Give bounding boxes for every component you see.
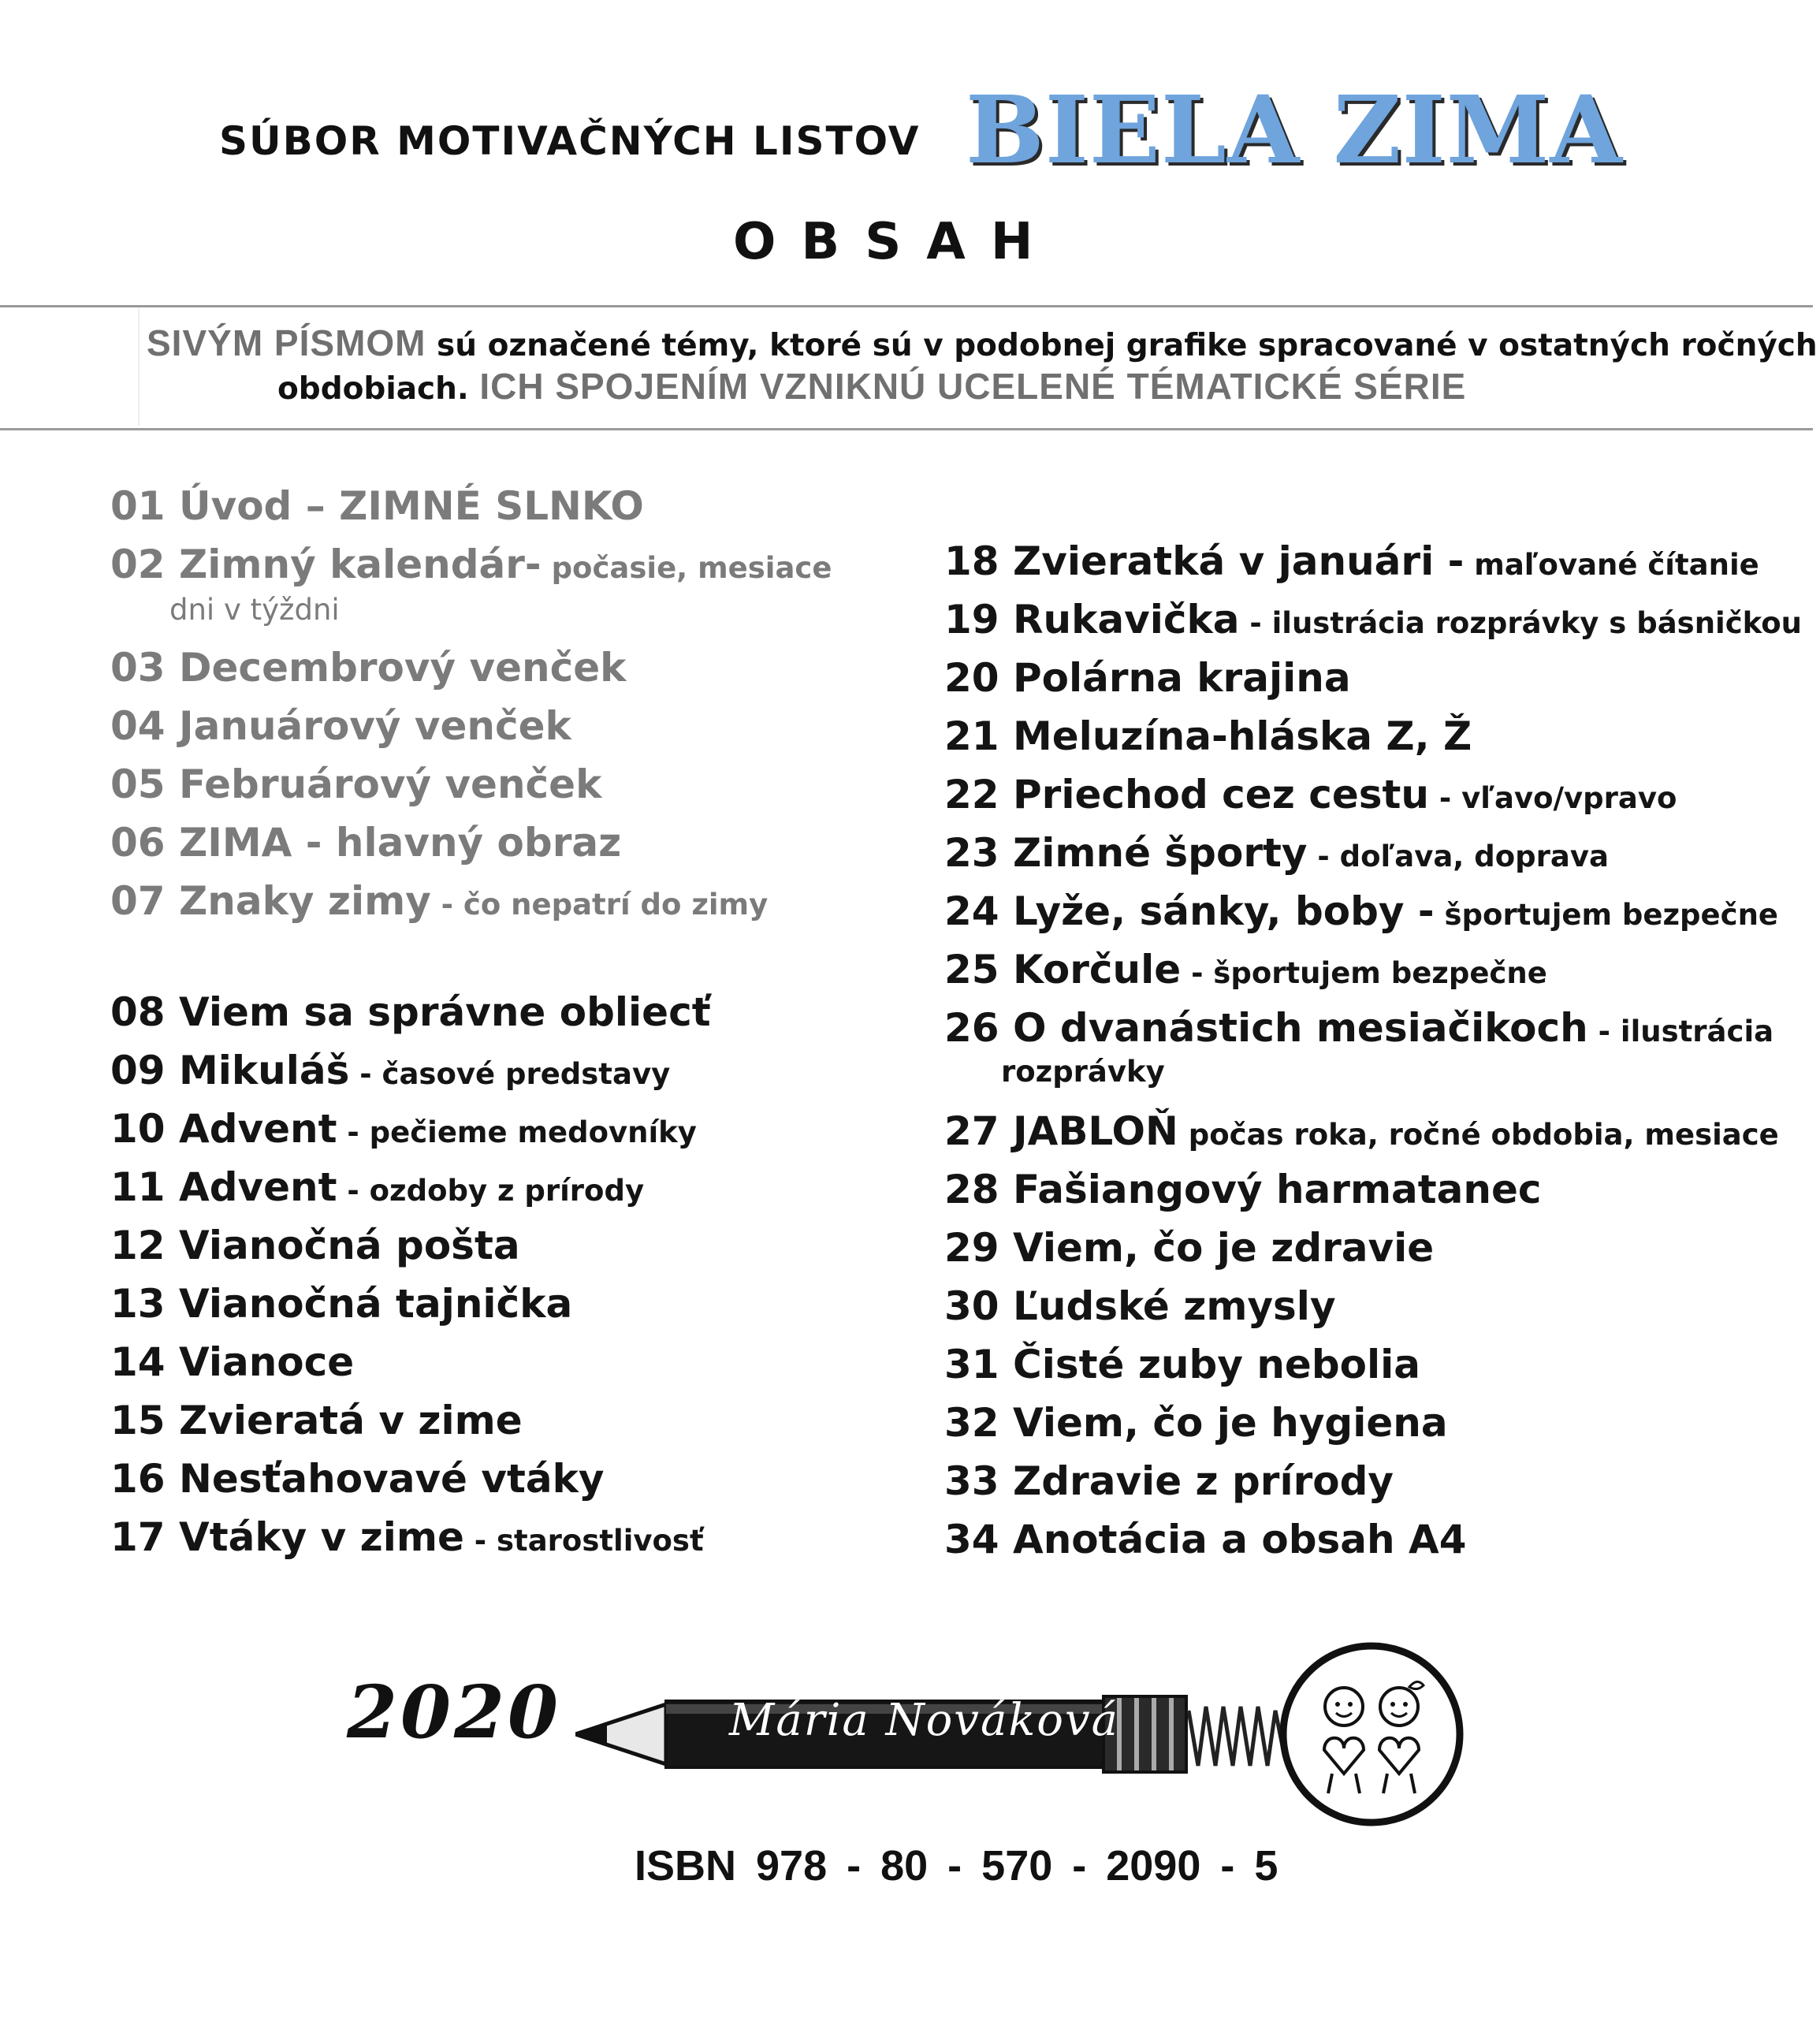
item-subtitle: - ilustrácia (1587, 1015, 1774, 1048)
item-title: Lyže, sánky, boby - (1013, 888, 1435, 934)
contents-item-04 (110, 702, 571, 750)
item-number: 29 (944, 1225, 999, 1271)
item-number: 11 (110, 1164, 166, 1210)
note-line-1 (147, 322, 1818, 364)
item-title: Vianočná tajnička (179, 1281, 573, 1327)
contents-item-33 (944, 1458, 1394, 1505)
contents-item-02 (110, 541, 832, 592)
item-subtitle: - ozdoby z prírody (337, 1174, 645, 1208)
item-subtitle: športujem bezpečne (1434, 898, 1778, 932)
contents-item-31 (944, 1341, 1420, 1388)
item-subtitle: počas roka, ročné obdobia, mesiace (1178, 1118, 1779, 1152)
item-title: Meluzína-hláska Z, Ž (1013, 713, 1472, 759)
contents-item-22 (944, 771, 1677, 822)
item-title: Viem, čo je hygiena (1013, 1400, 1448, 1446)
item-number: 17 (110, 1514, 166, 1560)
note-text-1: sú označené témy, ktoré sú v podobnej grafike spracované v ostatných ročných (426, 328, 1818, 363)
item-number: 27 (944, 1108, 999, 1154)
note-box-edge (138, 307, 140, 426)
item-title: Ľudské zmysly (1013, 1283, 1336, 1329)
item-title: Advent (179, 1106, 337, 1152)
item-number: 13 (110, 1281, 166, 1327)
contents-item-10 (110, 1105, 697, 1156)
item-title: Vtáky v zime (179, 1514, 464, 1560)
contents-item-07 (110, 877, 768, 929)
divider-top (0, 305, 1813, 307)
item-title: Rukavička (1013, 597, 1240, 642)
item-number: 15 (110, 1398, 166, 1443)
note-text-2: obdobiach. (277, 371, 480, 407)
contents-item-03 (110, 644, 626, 691)
item-number: 01 (110, 483, 166, 529)
contents-item-20 (944, 654, 1351, 702)
contents-item-16 (110, 1455, 604, 1502)
item-subtitle: maľované čítanie (1464, 548, 1759, 582)
item-title: Zimné športy (1013, 830, 1308, 876)
item-subtitle: - doľava, doprava (1307, 840, 1609, 873)
item-title: Zvieratká v januári - (1013, 538, 1465, 584)
note-gray-tail: ICH SPOJENÍM VZNIKNÚ UCELENÉ TÉMATICKÉ SÉRIE (479, 366, 1467, 407)
contents-item-05 (110, 761, 601, 808)
page-heading: OBSAH (733, 213, 1059, 271)
note-line-2 (277, 365, 1466, 408)
item-number: 21 (944, 713, 999, 759)
item-number: 19 (944, 597, 999, 642)
contents-item-19 (944, 596, 1802, 647)
item-number: 33 (944, 1458, 999, 1504)
item-number: 32 (944, 1400, 999, 1446)
item-number: 12 (110, 1223, 166, 1268)
item-number: 34 (944, 1517, 999, 1562)
item-title: Vianoce (179, 1339, 355, 1385)
item-subtitle: - pečieme medovníky (337, 1115, 697, 1149)
item-title: Advent (179, 1164, 337, 1210)
contents-item-12 (110, 1222, 520, 1269)
item-number: 14 (110, 1339, 166, 1385)
contents-item-28 (944, 1166, 1542, 1213)
note-gray-lead: SIVÝM PÍSMOM (147, 322, 426, 363)
item-title: Decembrový venček (179, 645, 627, 691)
item-title: Čisté zuby nebolia (1013, 1342, 1420, 1387)
item-number: 08 (110, 989, 166, 1035)
item-number: 16 (110, 1456, 166, 1502)
contents-item-15 (110, 1397, 523, 1444)
item-number: 03 (110, 645, 166, 691)
item-title: Februárový venček (179, 761, 602, 807)
item-title: Mikuláš (179, 1048, 350, 1093)
item-number: 06 (110, 820, 166, 866)
year: 2020 (347, 1670, 562, 1755)
isbn: ISBN 978 - 80 - 570 - 2090 - 5 (635, 1842, 1278, 1890)
item-number: 22 (944, 772, 999, 817)
item-title: ZIMA - hlavný obraz (179, 820, 622, 866)
item-title: Viem, čo je zdravie (1013, 1225, 1435, 1271)
item-title: Viem sa správne obliecť (179, 989, 711, 1035)
contents-item-18 (944, 538, 1759, 589)
item-number: 26 (944, 1005, 999, 1051)
item-title: Zdravie z prírody (1013, 1458, 1394, 1504)
item-title: Zvieratá v zime (179, 1398, 523, 1443)
item-subtitle: - vľavo/vpravo (1429, 781, 1677, 815)
item-number: 18 (944, 538, 999, 584)
item-subtitle: počasie, mesiace (541, 551, 832, 585)
contents-item-25 (944, 946, 1547, 997)
item-subtitle: - športujem bezpečne (1181, 956, 1547, 990)
contents-item-14 (110, 1339, 354, 1386)
item-title: Korčule (1013, 947, 1182, 992)
item-subtitle-continued: dni v týždni (169, 593, 340, 627)
contents-item-24 (944, 888, 1778, 939)
item-title: Anotácia a obsah A4 (1013, 1517, 1467, 1562)
contents-item-17 (110, 1514, 704, 1565)
item-title: O dvanástich mesiačikoch (1013, 1005, 1588, 1051)
contents-item-34 (944, 1516, 1467, 1563)
item-title: Nesťahovavé vtáky (179, 1456, 605, 1502)
item-number: 25 (944, 947, 999, 992)
contents-item-23 (944, 829, 1609, 881)
contents-item-30 (944, 1283, 1336, 1330)
item-title: Polárna krajina (1013, 655, 1351, 701)
contents-item-26 (944, 1004, 1773, 1056)
item-title: Znaky zimy (179, 878, 431, 924)
item-title: JABLOŇ (1013, 1108, 1178, 1154)
contents-item-01 (110, 482, 644, 530)
item-subtitle: - starostlivosť (463, 1524, 704, 1558)
series-label: SÚBOR MOTIVAČNÝCH LISTOV (219, 118, 921, 164)
item-number: 04 (110, 703, 166, 749)
item-subtitle: - čo nepatrí do zimy (430, 888, 769, 922)
contents-item-09 (110, 1047, 670, 1098)
contents-item-27 (944, 1108, 1779, 1159)
item-title: Zimný kalendár- (179, 542, 542, 587)
item-title: Fašiangový harmatanec (1013, 1167, 1542, 1212)
contents-item-11 (110, 1164, 644, 1215)
item-number: 09 (110, 1048, 166, 1093)
item-title: Priechod cez cestu (1013, 772, 1430, 817)
contents-item-08 (110, 989, 711, 1036)
contents-item-21 (944, 713, 1472, 760)
item-title: Úvod – ZIMNÉ SLNKO (179, 483, 644, 529)
item-number: 23 (944, 830, 999, 876)
item-number: 28 (944, 1167, 999, 1212)
item-number: 07 (110, 878, 166, 924)
item-number: 30 (944, 1283, 999, 1329)
item-title: Januárový venček (179, 703, 571, 749)
contents-item-13 (110, 1280, 572, 1327)
item-subtitle: - ilustrácia rozprávky s básničkou (1239, 606, 1803, 640)
contents-item-29 (944, 1224, 1434, 1271)
item-number: 10 (110, 1106, 166, 1152)
item-title: Vianočná pošta (179, 1223, 520, 1268)
item-number: 02 (110, 542, 166, 587)
item-number: 24 (944, 888, 999, 934)
divider-bottom (0, 428, 1813, 430)
author-name: Mária Nováková (729, 1695, 1120, 1746)
item-number: 20 (944, 655, 999, 701)
item-number: 05 (110, 761, 166, 807)
contents-item-32 (944, 1399, 1448, 1446)
item-subtitle-continued: rozprávky (1001, 1055, 1165, 1089)
series-title: BIELA ZIMA (966, 75, 1623, 184)
contents-item-06 (110, 819, 621, 866)
item-number: 31 (944, 1342, 999, 1387)
item-subtitle: - časové predstavy (349, 1057, 671, 1091)
